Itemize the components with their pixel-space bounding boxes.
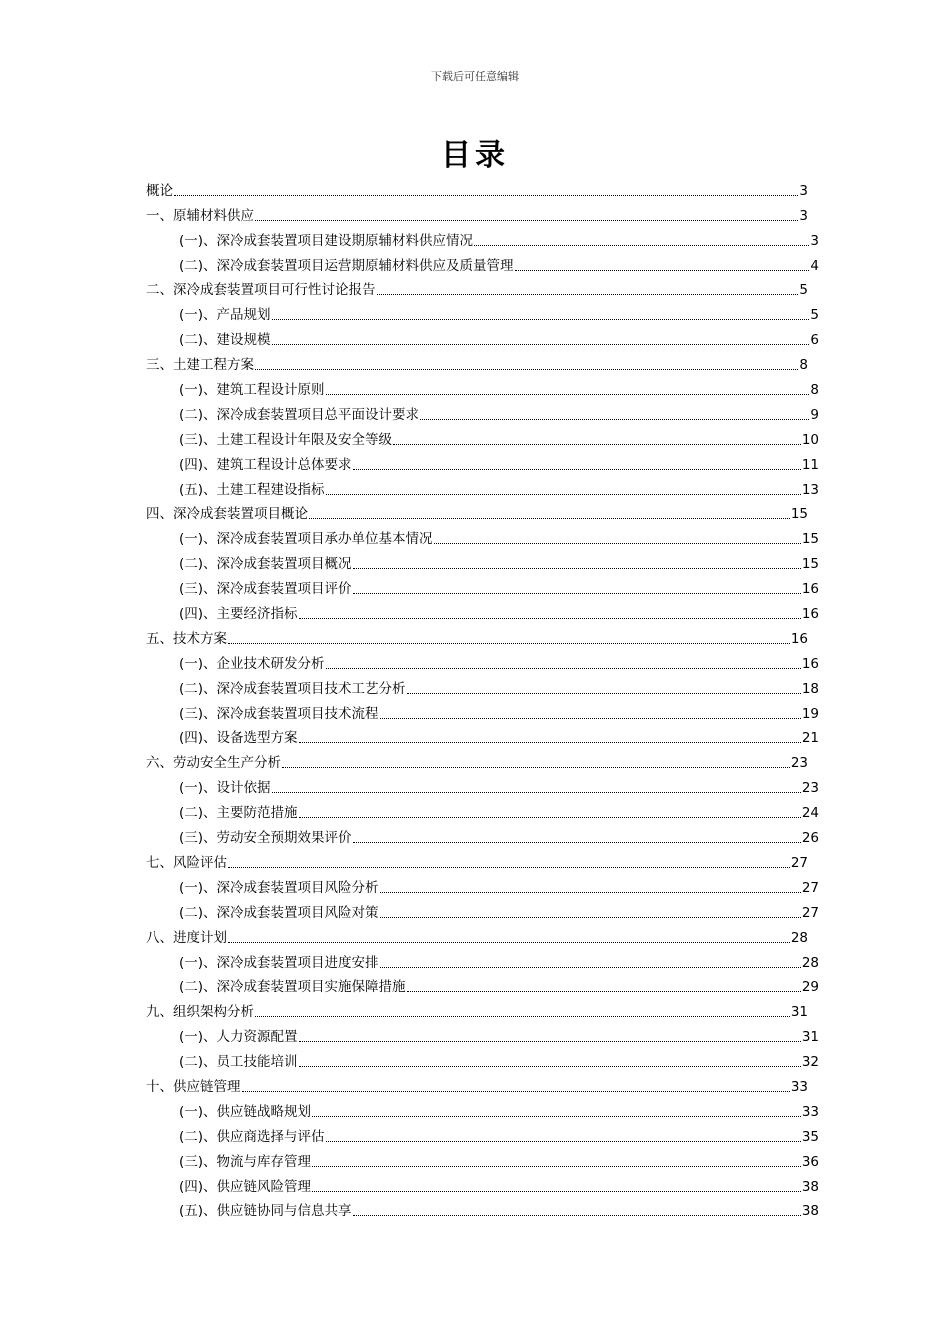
dot-leader: [420, 419, 809, 420]
dot-leader: [326, 668, 801, 669]
toc-entry-title: (二)、供应商选择与评估: [179, 1128, 325, 1145]
toc-page-number: 29: [801, 979, 819, 996]
dot-leader: [353, 1215, 801, 1216]
toc-entry-title: (三)、劳动安全预期效果评价: [179, 830, 352, 847]
dot-leader: [312, 1166, 801, 1167]
toc-entry-title: (二)、深冷成套装置项目技术工艺分析: [179, 680, 406, 697]
dot-leader: [299, 817, 801, 818]
toc-subentry[interactable]: [146, 724, 819, 749]
toc-entry[interactable]: [146, 748, 808, 773]
toc-page-number: 16: [801, 606, 819, 623]
toc-entry-title: 概论: [146, 182, 173, 199]
dot-leader: [312, 1116, 801, 1117]
dot-leader: [515, 270, 810, 271]
toc-entry-title: (四)、建筑工程设计总体要求: [179, 456, 352, 473]
toc-entry-title: (四)、供应链风险管理: [179, 1178, 312, 1195]
toc-entry-title: 七、风险评估: [146, 854, 227, 871]
dot-leader: [228, 942, 790, 943]
toc-subentry[interactable]: [146, 251, 819, 276]
dot-leader: [326, 1141, 801, 1142]
toc-entry-title: (二)、建设规模: [179, 332, 271, 349]
dot-leader: [309, 518, 790, 519]
toc-subentry[interactable]: [146, 699, 819, 724]
dot-leader: [312, 1191, 801, 1192]
toc-page-number: 36: [801, 1153, 819, 1170]
toc-page-number: 3: [799, 182, 808, 199]
toc-entry-title: (一)、供应链战略规划: [179, 1103, 312, 1120]
toc-entry-title: (一)、深冷成套装置项目建设期原辅材料供应情况: [179, 232, 474, 249]
toc-entry-title: (二)、深冷成套装置项目实施保障措施: [179, 979, 406, 996]
dot-leader: [353, 469, 801, 470]
toc-entry[interactable]: [146, 848, 808, 873]
toc-page-number: 33: [790, 1078, 808, 1095]
toc-page-number: 8: [810, 382, 819, 399]
dot-leader: [380, 718, 801, 719]
toc-page-number: 24: [801, 805, 819, 822]
toc-subentry[interactable]: [146, 574, 819, 599]
dot-leader: [380, 967, 801, 968]
table-of-contents: [146, 176, 819, 1221]
dot-leader: [299, 1041, 801, 1042]
toc-entry-title: (二)、主要防范措施: [179, 805, 298, 822]
toc-entry-title: (二)、深冷成套装置项目运营期原辅材料供应及质量管理: [179, 257, 514, 274]
toc-entry-title: (一)、产品规划: [179, 307, 271, 324]
toc-subentry[interactable]: [146, 599, 819, 624]
toc-subentry[interactable]: [146, 325, 819, 350]
toc-subentry[interactable]: [146, 1147, 819, 1172]
dot-leader: [326, 394, 810, 395]
toc-entry-title: (二)、深冷成套装置项目风险对策: [179, 904, 379, 921]
toc-page-number: 6: [810, 332, 819, 349]
toc-entry-title: (一)、深冷成套装置项目进度安排: [179, 954, 379, 971]
toc-subentry[interactable]: [146, 898, 819, 923]
toc-page-number: 35: [801, 1128, 819, 1145]
toc-entry-title: (一)、人力资源配置: [179, 1029, 298, 1046]
toc-page-number: 8: [799, 357, 808, 374]
dot-leader: [282, 767, 790, 768]
toc-entry[interactable]: [146, 176, 808, 201]
toc-entry[interactable]: [146, 624, 808, 649]
toc-entry[interactable]: [146, 923, 808, 948]
toc-subentry[interactable]: [146, 549, 819, 574]
dot-leader: [393, 444, 801, 445]
toc-page-number: 5: [799, 282, 808, 299]
toc-entry-title: (四)、主要经济指标: [179, 606, 298, 623]
dot-leader: [299, 1066, 801, 1067]
toc-entry[interactable]: [146, 997, 808, 1022]
toc-page-number: 15: [801, 531, 819, 548]
header-note: 下载后可任意编辑: [431, 70, 519, 83]
dot-leader: [407, 991, 801, 992]
toc-subentry[interactable]: [146, 798, 819, 823]
toc-subentry[interactable]: [146, 823, 819, 848]
toc-entry-title: 六、劳动安全生产分析: [146, 755, 281, 772]
toc-page-number: 38: [801, 1203, 819, 1220]
toc-page-number: 28: [801, 954, 819, 971]
toc-subentry[interactable]: [146, 973, 819, 998]
toc-page-number: 9: [810, 406, 819, 423]
dot-leader: [228, 867, 790, 868]
toc-entry[interactable]: [146, 350, 808, 375]
toc-page-number: 27: [801, 879, 819, 896]
toc-subentry[interactable]: [146, 649, 819, 674]
toc-entry-title: (四)、设备选型方案: [179, 730, 298, 747]
toc-subentry[interactable]: [146, 1172, 819, 1197]
toc-subentry[interactable]: [146, 226, 819, 251]
toc-subentry[interactable]: [146, 475, 819, 500]
dot-leader: [353, 593, 801, 594]
toc-entry-title: (一)、企业技术研发分析: [179, 655, 325, 672]
toc-page-number: 16: [801, 655, 819, 672]
toc-subentry[interactable]: [146, 400, 819, 425]
toc-subentry[interactable]: [146, 524, 819, 549]
toc-page-number: 10: [801, 431, 819, 448]
toc-entry-title: (一)、设计依据: [179, 780, 271, 797]
toc-page-number: 16: [801, 581, 819, 598]
toc-entry-title: (二)、深冷成套装置项目概况: [179, 556, 352, 573]
dot-leader: [255, 1016, 790, 1017]
toc-entry-title: (五)、土建工程建设指标: [179, 481, 325, 498]
toc-page-number: 19: [801, 705, 819, 722]
toc-subentry[interactable]: [146, 948, 819, 973]
toc-page-number: 11: [801, 456, 819, 473]
toc-entry-title: 十、供应链管理: [146, 1078, 241, 1095]
toc-page-number: 15: [790, 506, 808, 523]
dot-leader: [272, 792, 801, 793]
page-title: 目录: [441, 138, 509, 173]
toc-entry-title: (一)、深冷成套装置项目承办单位基本情况: [179, 531, 433, 548]
dot-leader: [299, 618, 801, 619]
dot-leader: [272, 319, 810, 320]
dot-leader: [299, 742, 801, 743]
dot-leader: [174, 195, 798, 196]
dot-leader: [407, 693, 801, 694]
toc-subentry[interactable]: [146, 674, 819, 699]
toc-page-number: 23: [801, 780, 819, 797]
toc-page-number: 3: [810, 232, 819, 249]
toc-entry[interactable]: [146, 500, 808, 525]
toc-entry-title: (三)、深冷成套装置项目技术流程: [179, 705, 379, 722]
toc-page-number: 33: [801, 1103, 819, 1120]
dot-leader: [380, 892, 801, 893]
toc-page-number: 16: [790, 630, 808, 647]
toc-subentry[interactable]: [146, 300, 819, 325]
toc-page-number: 3: [799, 207, 808, 224]
dot-leader: [242, 1091, 790, 1092]
dot-leader: [434, 543, 801, 544]
dot-leader: [272, 344, 810, 345]
toc-page-number: 13: [801, 481, 819, 498]
toc-subentry[interactable]: [146, 1097, 819, 1122]
toc-entry-title: (五)、供应链协同与信息共享: [179, 1203, 352, 1220]
toc-entry-title: 二、深冷成套装置项目可行性讨论报告: [146, 282, 376, 299]
toc-page-number: 21: [801, 730, 819, 747]
dot-leader: [255, 369, 798, 370]
toc-page-number: 23: [790, 755, 808, 772]
toc-entry[interactable]: [146, 276, 808, 301]
toc-page-number: 38: [801, 1178, 819, 1195]
toc-subentry[interactable]: [146, 1047, 819, 1072]
toc-entry-title: 四、深冷成套装置项目概论: [146, 506, 308, 523]
toc-page-number: 31: [790, 1004, 808, 1021]
toc-page-number: 26: [801, 830, 819, 847]
toc-page-number: 31: [801, 1029, 819, 1046]
toc-entry-title: (二)、深冷成套装置项目总平面设计要求: [179, 406, 420, 423]
toc-entry[interactable]: [146, 201, 808, 226]
toc-entry-title: 八、进度计划: [146, 929, 227, 946]
toc-subentry[interactable]: [146, 425, 819, 450]
dot-leader: [228, 643, 790, 644]
toc-entry-title: (二)、员工技能培训: [179, 1054, 298, 1071]
dot-leader: [377, 294, 799, 295]
toc-page-number: 27: [801, 904, 819, 921]
toc-subentry[interactable]: [146, 450, 819, 475]
toc-subentry[interactable]: [146, 873, 819, 898]
toc-subentry[interactable]: [146, 1122, 819, 1147]
toc-entry-title: 九、组织架构分析: [146, 1004, 254, 1021]
toc-entry-title: (一)、建筑工程设计原则: [179, 382, 325, 399]
toc-entry-title: (三)、物流与库存管理: [179, 1153, 312, 1170]
toc-entry-title: (一)、深冷成套装置项目风险分析: [179, 879, 379, 896]
toc-entry-title: 五、技术方案: [146, 630, 227, 647]
toc-page-number: 15: [801, 556, 819, 573]
dot-leader: [255, 220, 798, 221]
toc-entry-title: 一、原辅材料供应: [146, 207, 254, 224]
toc-entry-title: (三)、土建工程设计年限及安全等级: [179, 431, 393, 448]
dot-leader: [326, 494, 801, 495]
dot-leader: [474, 245, 809, 246]
toc-page-number: 4: [810, 257, 819, 274]
dot-leader: [353, 842, 801, 843]
toc-page-number: 18: [801, 680, 819, 697]
toc-entry-title: 三、土建工程方案: [146, 357, 254, 374]
toc-subentry[interactable]: [146, 1197, 819, 1222]
toc-entry[interactable]: [146, 1072, 808, 1097]
toc-page-number: 28: [790, 929, 808, 946]
toc-subentry[interactable]: [146, 773, 819, 798]
toc-page-number: 32: [801, 1054, 819, 1071]
dot-leader: [353, 568, 801, 569]
toc-page-number: 27: [790, 854, 808, 871]
toc-entry-title: (三)、深冷成套装置项目评价: [179, 581, 352, 598]
toc-subentry[interactable]: [146, 1022, 819, 1047]
toc-page-number: 5: [810, 307, 819, 324]
dot-leader: [380, 917, 801, 918]
toc-subentry[interactable]: [146, 375, 819, 400]
